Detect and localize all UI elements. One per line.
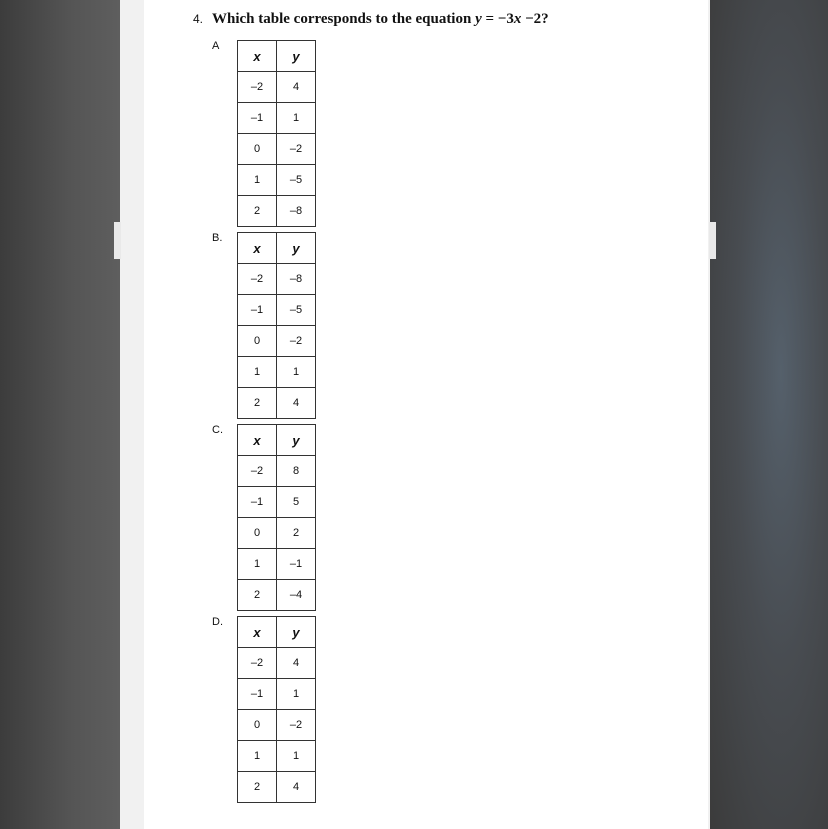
x-cell: –2 bbox=[238, 72, 277, 103]
question-number: 4. bbox=[193, 12, 204, 26]
table-row bbox=[238, 196, 316, 227]
x-header: x bbox=[238, 41, 277, 72]
x-cell: –1 bbox=[238, 487, 277, 518]
y-header: y bbox=[277, 233, 316, 264]
equation-middle: = −3 bbox=[481, 11, 514, 27]
table-row bbox=[238, 134, 316, 165]
equation-tail: −2? bbox=[521, 11, 549, 27]
table-row bbox=[238, 456, 316, 487]
x-cell: –2 bbox=[238, 648, 277, 679]
y-cell: –2 bbox=[277, 326, 316, 357]
table-header-row bbox=[238, 425, 316, 456]
y-cell: 8 bbox=[277, 456, 316, 487]
equation-x: x bbox=[513, 11, 522, 27]
y-cell: –2 bbox=[277, 134, 316, 165]
table-row bbox=[238, 648, 316, 679]
y-cell: –2 bbox=[277, 710, 316, 741]
y-cell: –8 bbox=[277, 196, 316, 227]
option-d-label[interactable]: D. bbox=[212, 616, 223, 628]
x-header: x bbox=[238, 425, 277, 456]
y-cell: 1 bbox=[277, 357, 316, 388]
table-row bbox=[238, 741, 316, 772]
equation-y: y bbox=[475, 11, 482, 27]
y-cell: 4 bbox=[277, 648, 316, 679]
x-cell: 1 bbox=[238, 741, 277, 772]
x-cell: 1 bbox=[238, 549, 277, 580]
x-header: x bbox=[238, 233, 277, 264]
table-row bbox=[238, 295, 316, 326]
y-cell: 2 bbox=[277, 518, 316, 549]
table-row bbox=[238, 580, 316, 611]
table-row bbox=[238, 710, 316, 741]
x-cell: 0 bbox=[238, 134, 277, 165]
y-cell: –5 bbox=[277, 165, 316, 196]
y-cell: 1 bbox=[277, 103, 316, 134]
table-row bbox=[238, 549, 316, 580]
table-row bbox=[238, 72, 316, 103]
option-d-table bbox=[237, 616, 316, 803]
option-c-label[interactable]: C. bbox=[212, 424, 223, 436]
x-cell: 0 bbox=[238, 710, 277, 741]
table-row bbox=[238, 264, 316, 295]
table-row bbox=[238, 487, 316, 518]
x-cell: 1 bbox=[238, 165, 277, 196]
option-b-table bbox=[237, 232, 316, 419]
question-text bbox=[212, 11, 549, 28]
table-row bbox=[238, 388, 316, 419]
x-cell: 2 bbox=[238, 388, 277, 419]
y-cell: 4 bbox=[277, 388, 316, 419]
x-header: x bbox=[238, 617, 277, 648]
table-row bbox=[238, 679, 316, 710]
y-cell: 5 bbox=[277, 487, 316, 518]
table-header-row bbox=[238, 233, 316, 264]
x-cell: 2 bbox=[238, 772, 277, 803]
question-prompt: Which table corresponds to the equation bbox=[212, 11, 476, 27]
x-cell: 0 bbox=[238, 518, 277, 549]
table-row bbox=[238, 357, 316, 388]
option-c-table bbox=[237, 424, 316, 611]
x-cell: –1 bbox=[238, 103, 277, 134]
x-cell: –1 bbox=[238, 295, 277, 326]
option-a-label[interactable]: A bbox=[212, 40, 220, 52]
x-cell: 1 bbox=[238, 357, 277, 388]
y-cell: 4 bbox=[277, 72, 316, 103]
x-cell: 2 bbox=[238, 580, 277, 611]
table-header-row bbox=[238, 41, 316, 72]
y-cell: –4 bbox=[277, 580, 316, 611]
table-row bbox=[238, 518, 316, 549]
y-cell: 4 bbox=[277, 772, 316, 803]
y-header: y bbox=[277, 41, 316, 72]
x-cell: –2 bbox=[238, 456, 277, 487]
x-cell: 0 bbox=[238, 326, 277, 357]
x-cell: –2 bbox=[238, 264, 277, 295]
option-b-label[interactable]: B. bbox=[212, 232, 223, 244]
y-cell: –8 bbox=[277, 264, 316, 295]
y-cell: –5 bbox=[277, 295, 316, 326]
y-header: y bbox=[277, 425, 316, 456]
table-row bbox=[238, 103, 316, 134]
table-header-row bbox=[238, 617, 316, 648]
document-page bbox=[144, 0, 708, 829]
y-cell: 1 bbox=[277, 679, 316, 710]
background-left bbox=[0, 0, 120, 829]
table-row bbox=[238, 772, 316, 803]
option-a-table bbox=[237, 40, 316, 227]
table-row bbox=[238, 326, 316, 357]
left-scroll-handle[interactable] bbox=[114, 222, 121, 259]
table-row bbox=[238, 165, 316, 196]
y-header: y bbox=[277, 617, 316, 648]
background-right bbox=[710, 0, 828, 829]
y-cell: –1 bbox=[277, 549, 316, 580]
x-cell: 2 bbox=[238, 196, 277, 227]
x-cell: –1 bbox=[238, 679, 277, 710]
right-scroll-handle[interactable] bbox=[709, 222, 716, 259]
y-cell: 1 bbox=[277, 741, 316, 772]
